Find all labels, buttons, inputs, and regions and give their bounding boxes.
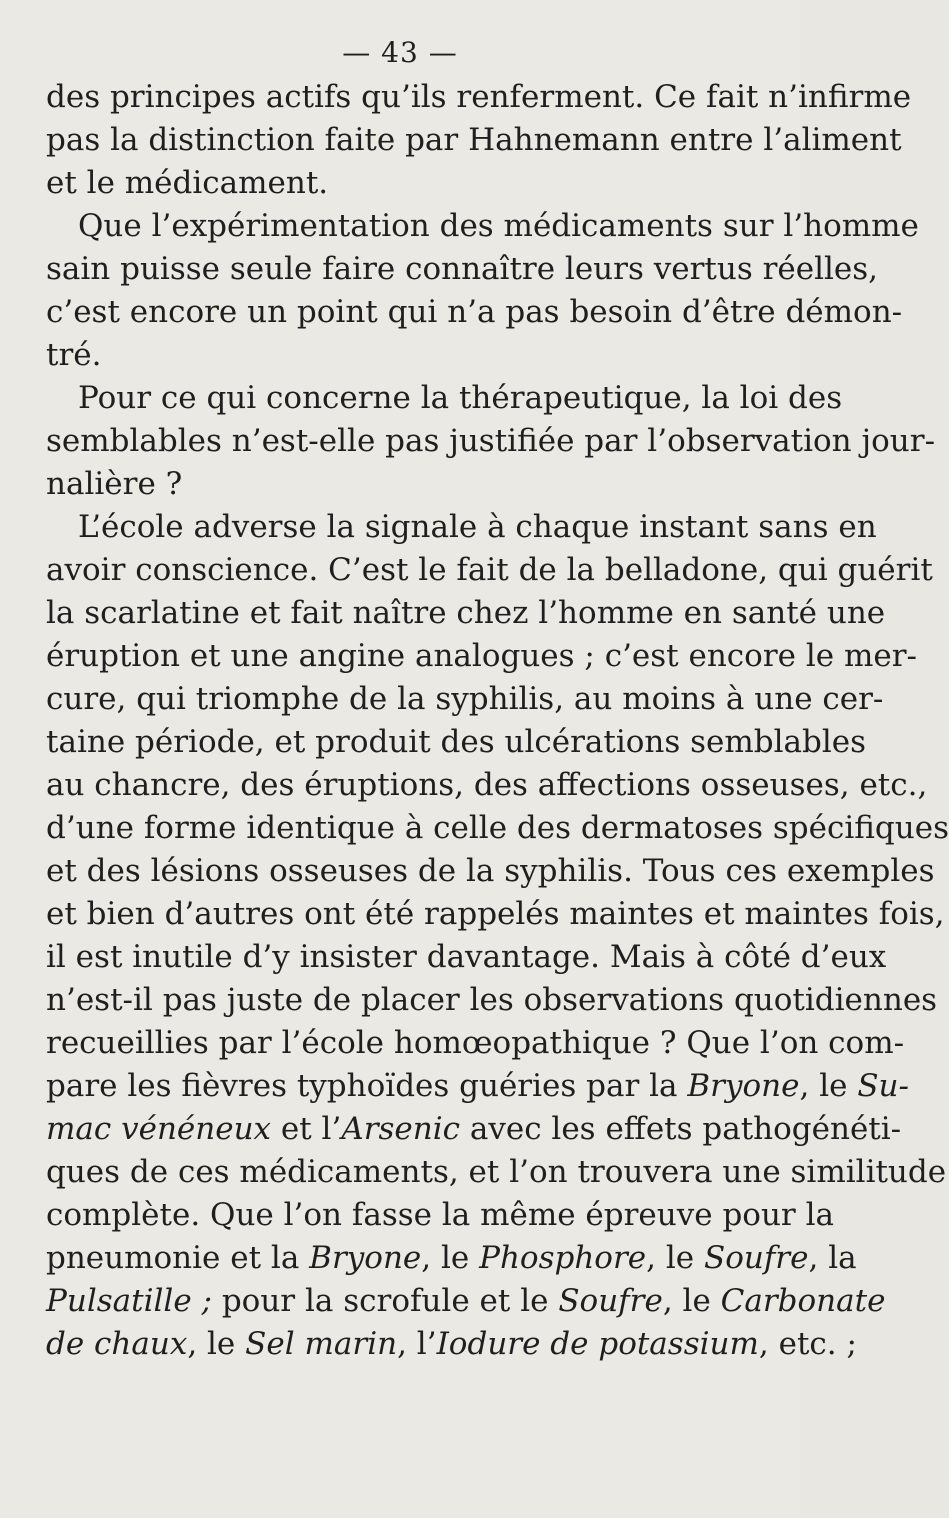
text-line [46,506,877,549]
italic-term: Bryone [687,1068,800,1104]
text-line [46,807,949,850]
text-line [46,1022,905,1065]
text-run: pas la distinction faite par Hahnemann entre l’aliment [46,122,902,158]
text-run: il est inutile d’y insister davantage. Mais à côté d’eux [46,939,887,975]
text-line [46,1237,857,1280]
text-run: pare les fièvres typhoïdes guéries par la [46,1068,688,1104]
text-run: ques de ces médicaments, et l’on trouvera une similitude [46,1154,947,1190]
text-run: pneumonie et la [46,1240,310,1276]
text-line [46,635,917,678]
text-run: avec les effets pathogénéti- [460,1111,902,1147]
text-line [46,291,903,334]
text-run: semblables n’est-elle pas justifiée par l’observation jour- [46,423,936,459]
text-run: des principes actifs qu’ils renferment. Ce fait n’infirme [46,79,912,115]
text-run: , le [187,1326,246,1362]
page-number: — 43 — [342,36,458,69]
text-line [46,893,945,936]
text-line [46,162,758,205]
text-run: , etc. ; [758,1326,857,1362]
text-line [46,549,933,592]
italic-term: Iodure de potassium [436,1326,759,1362]
text-run: , l’ [397,1326,437,1362]
text-line [46,377,843,420]
text-line [46,1280,886,1323]
text-line [46,334,758,377]
italic-term: Bryone [309,1240,422,1276]
text-line [46,205,919,248]
italic-term: Carbonate [720,1283,886,1319]
text-run: , la [808,1240,857,1276]
text-run: sain puisse seule faire connaître leurs vertus réelles, [46,251,879,287]
text-run: c’est encore un point qui n’a pas besoin d’être démon- [46,294,903,330]
text-run: L’école adverse la signale à chaque instant sans en [78,509,877,545]
italic-term: Soufre [558,1283,663,1319]
text-run: et le médicament. [46,165,329,201]
text-run: pour la scrofule et le [211,1283,559,1319]
italic-term: Soufre [703,1240,809,1276]
text-line [46,1065,909,1108]
text-line [46,119,902,162]
text-line [46,592,886,635]
text-run: complète. Que l’on fasse la même épreuve pour la [46,1197,835,1233]
text-run: avoir conscience. C’est le fait de la belladone, qui guérit [46,552,933,588]
text-run: , le [799,1068,858,1104]
text-run: d’une forme identique à celle des dermatoses spécifiques [46,810,949,846]
text-line [46,1151,947,1194]
text-run: recueillies par l’école homœopathique ? Que l’on com- [46,1025,905,1061]
text-line [46,979,938,1022]
text-run: cure, qui triomphe de la syphilis, au moins à une cer- [46,681,884,717]
text-run: tré. [46,337,102,373]
text-run: taine période, et produit des ulcérations semblables [46,724,867,760]
text-run: , le [662,1283,721,1319]
text-run: nalière ? [46,466,183,502]
text-line [46,936,887,979]
text-line [46,764,928,807]
text-line [46,850,935,893]
body-text [46,76,949,1366]
italic-term: Pulsatille ; [46,1283,212,1319]
text-line [46,420,936,463]
text-run: la scarlatine et fait naître chez l’homme en santé une [46,595,886,631]
text-run: et bien d’autres ont été rappelés maintes et maintes fois, [46,896,945,932]
text-run: et des lésions osseuses de la syphilis. Tous ces exemples [46,853,935,889]
text-line [46,678,884,721]
text-line [46,721,867,764]
text-line [46,1194,835,1237]
text-line [46,76,912,119]
text-run: et l’ [271,1111,342,1147]
italic-term: Phosphore [479,1240,647,1276]
italic-term: Sel marin [245,1326,398,1362]
text-run: Que l’expérimentation des médicaments sur l’homme [78,208,919,244]
text-line [46,1108,902,1151]
italic-term: de chaux [46,1326,188,1362]
text-line [46,463,758,506]
text-line [46,1323,857,1366]
text-run: , le [421,1240,480,1276]
text-run: au chancre, des éruptions, des affections osseuses, etc., [46,767,928,803]
text-run: Pour ce qui concerne la thérapeutique, la loi des [78,380,843,416]
italic-term: Arsenic [341,1111,461,1147]
text-run: n’est-il pas juste de placer les observations quotidiennes [46,982,938,1018]
italic-term: mac vénéneux [46,1111,272,1147]
text-run: éruption et une angine analogues ; c’est encore le mer- [46,638,917,674]
text-line [46,248,879,291]
italic-term: Su- [857,1068,909,1104]
text-run: , le [646,1240,704,1276]
